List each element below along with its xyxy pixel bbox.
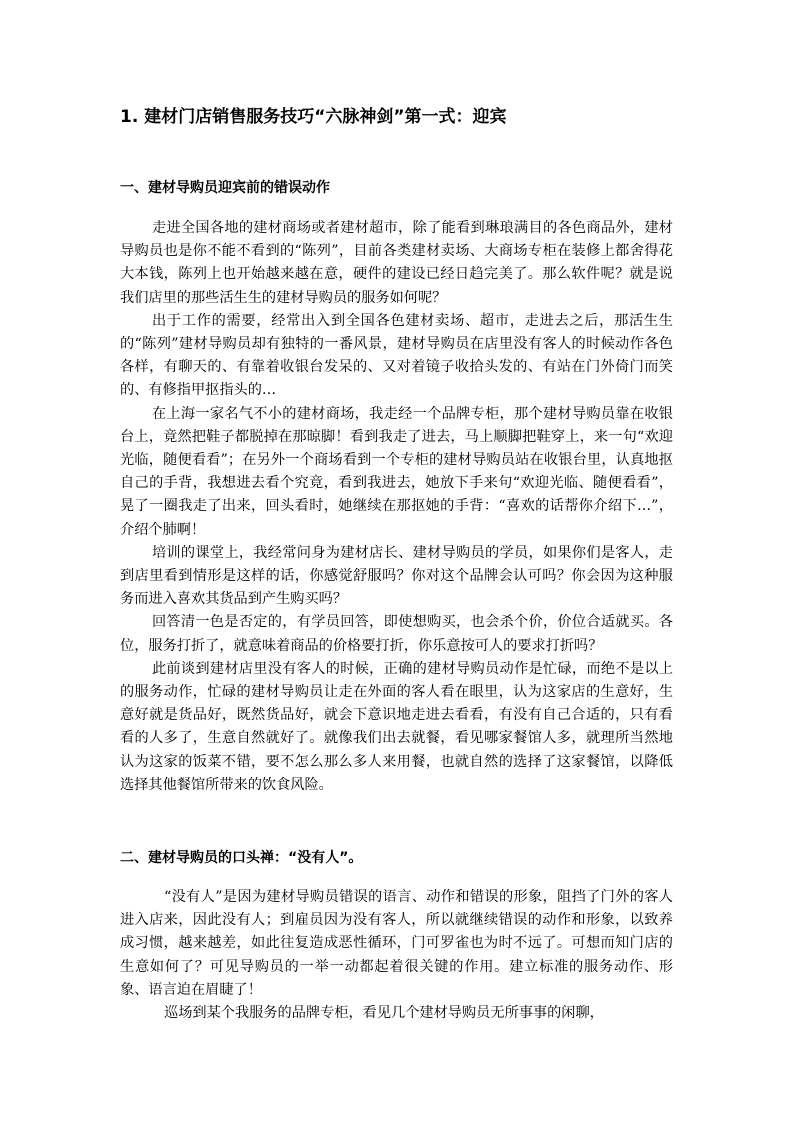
- paragraph: 巡场到某个我服务的品牌专柜，看见几个建材导购员无所事事的闲聊，: [164, 1005, 604, 1022]
- paragraph: 出于工作的需要，经常出入到全国各色建材卖场、超市，走进去之后，那活生生的“陈列”建材导购员却有独特的一番风景，建材导购员在店里没有客人的时候动作各色各样，有聊天的、有靠着收银台发呆的、又对着镜子收拾头发的、有站在门外倚门而笑的、有修指甲抠指头的…: [120, 312, 673, 399]
- section-2-body: [120, 886, 673, 1025]
- paragraph: 此前谈到建材店里没有客人的时候，正确的建材导购员动作是忙碌，而绝不是以上的服务动作，忙碌的建材导购员让走在外面的客人看在眼里，认为这家店的生意好，生意好就是货品好，既然货品好，就会下意识地走进去看看，有没有自己合适的，只有看看的人多了，生意自然就好了。就像我们出去就餐，看见哪家餐馆人多，就理所当然地认为这家的饭菜不错，要不怎么那么多人来用餐，也就自然的选择了这家餐馆，以降低选择其他餐馆所带来的饮食风险。: [120, 660, 673, 793]
- section-1-body: [120, 217, 673, 797]
- section-heading-1: 一、建材导购员迎宾前的错误动作: [120, 180, 330, 196]
- paragraph: 培训的课堂上，我经常问身为建材店长、建材导购员的学员，如果你们是客人，走到店里看到情形是这样的话，你感觉舒服吗？你对这个品牌会认可吗？你会因为这种服务而进入喜欢其货品到产生购买吗？: [120, 544, 673, 608]
- paragraph: 走进全国各地的建材商场或者建材超市，除了能看到琳琅满目的各色商品外，建材导购员也是你不能不看到的“陈列”，目前各类建材卖场、大商场专柜在装修上都舍得花大本钱，陈列上也开始越来越在意，硬件的建设已经日趋完美了。那么软件呢？就是说我们店里的那些活生生的建材导购员的服务如何呢？: [120, 220, 673, 306]
- paragraph: “没有人”是因为建材导购员错误的语言、动作和错误的形象，阻挡了门外的客人进入店来，因此没有人；到雇员因为没有客人，所以就继续错误的动作和形象，以致养成习惯，越来越差，如此往复造成恶性循环，门可罗雀也为时不远了。可想而知门店的生意如何了？可见导购员的一举一动都起着很关键的作用。建立标准的服务动作、形象、语言迫在眉睫了！: [120, 889, 673, 998]
- document-page: [120, 104, 673, 1022]
- paragraph: 在上海一家名气不小的建材商场，我走经一个品牌专柜，那个建材导购员靠在收银台上，竟然把鞋子都脱掉在那晾脚！看到我走了进去，马上顺脚把鞋穿上，来一句“欢迎光临，随便看看”；在另外一个商场看到一个专柜的建材导购员站在收银台里，认真地抠自己的手背，我想进去看个究竟，看到我进去，她放下手来句“欢迎光临、随便看看”，晃了一圈我走了出来，回头看时，她继续在那抠她的手背：“喜欢的话帮你介绍下…”，介绍个肺啊！: [120, 405, 673, 538]
- section-heading-2: 二、建材导购员的口头禅：“没有人”。: [120, 850, 363, 866]
- paragraph: 回答清一色是否定的，有学员回答，即使想购买，也会杀个价，价位合适就买。各位，服务打折了，就意味着商品的价格要打折，你乐意按可人的要求打折吗？: [120, 614, 673, 654]
- document-title: 1. 建材门店销售服务技巧“六脉神剑”第一式：迎宾: [120, 107, 507, 127]
